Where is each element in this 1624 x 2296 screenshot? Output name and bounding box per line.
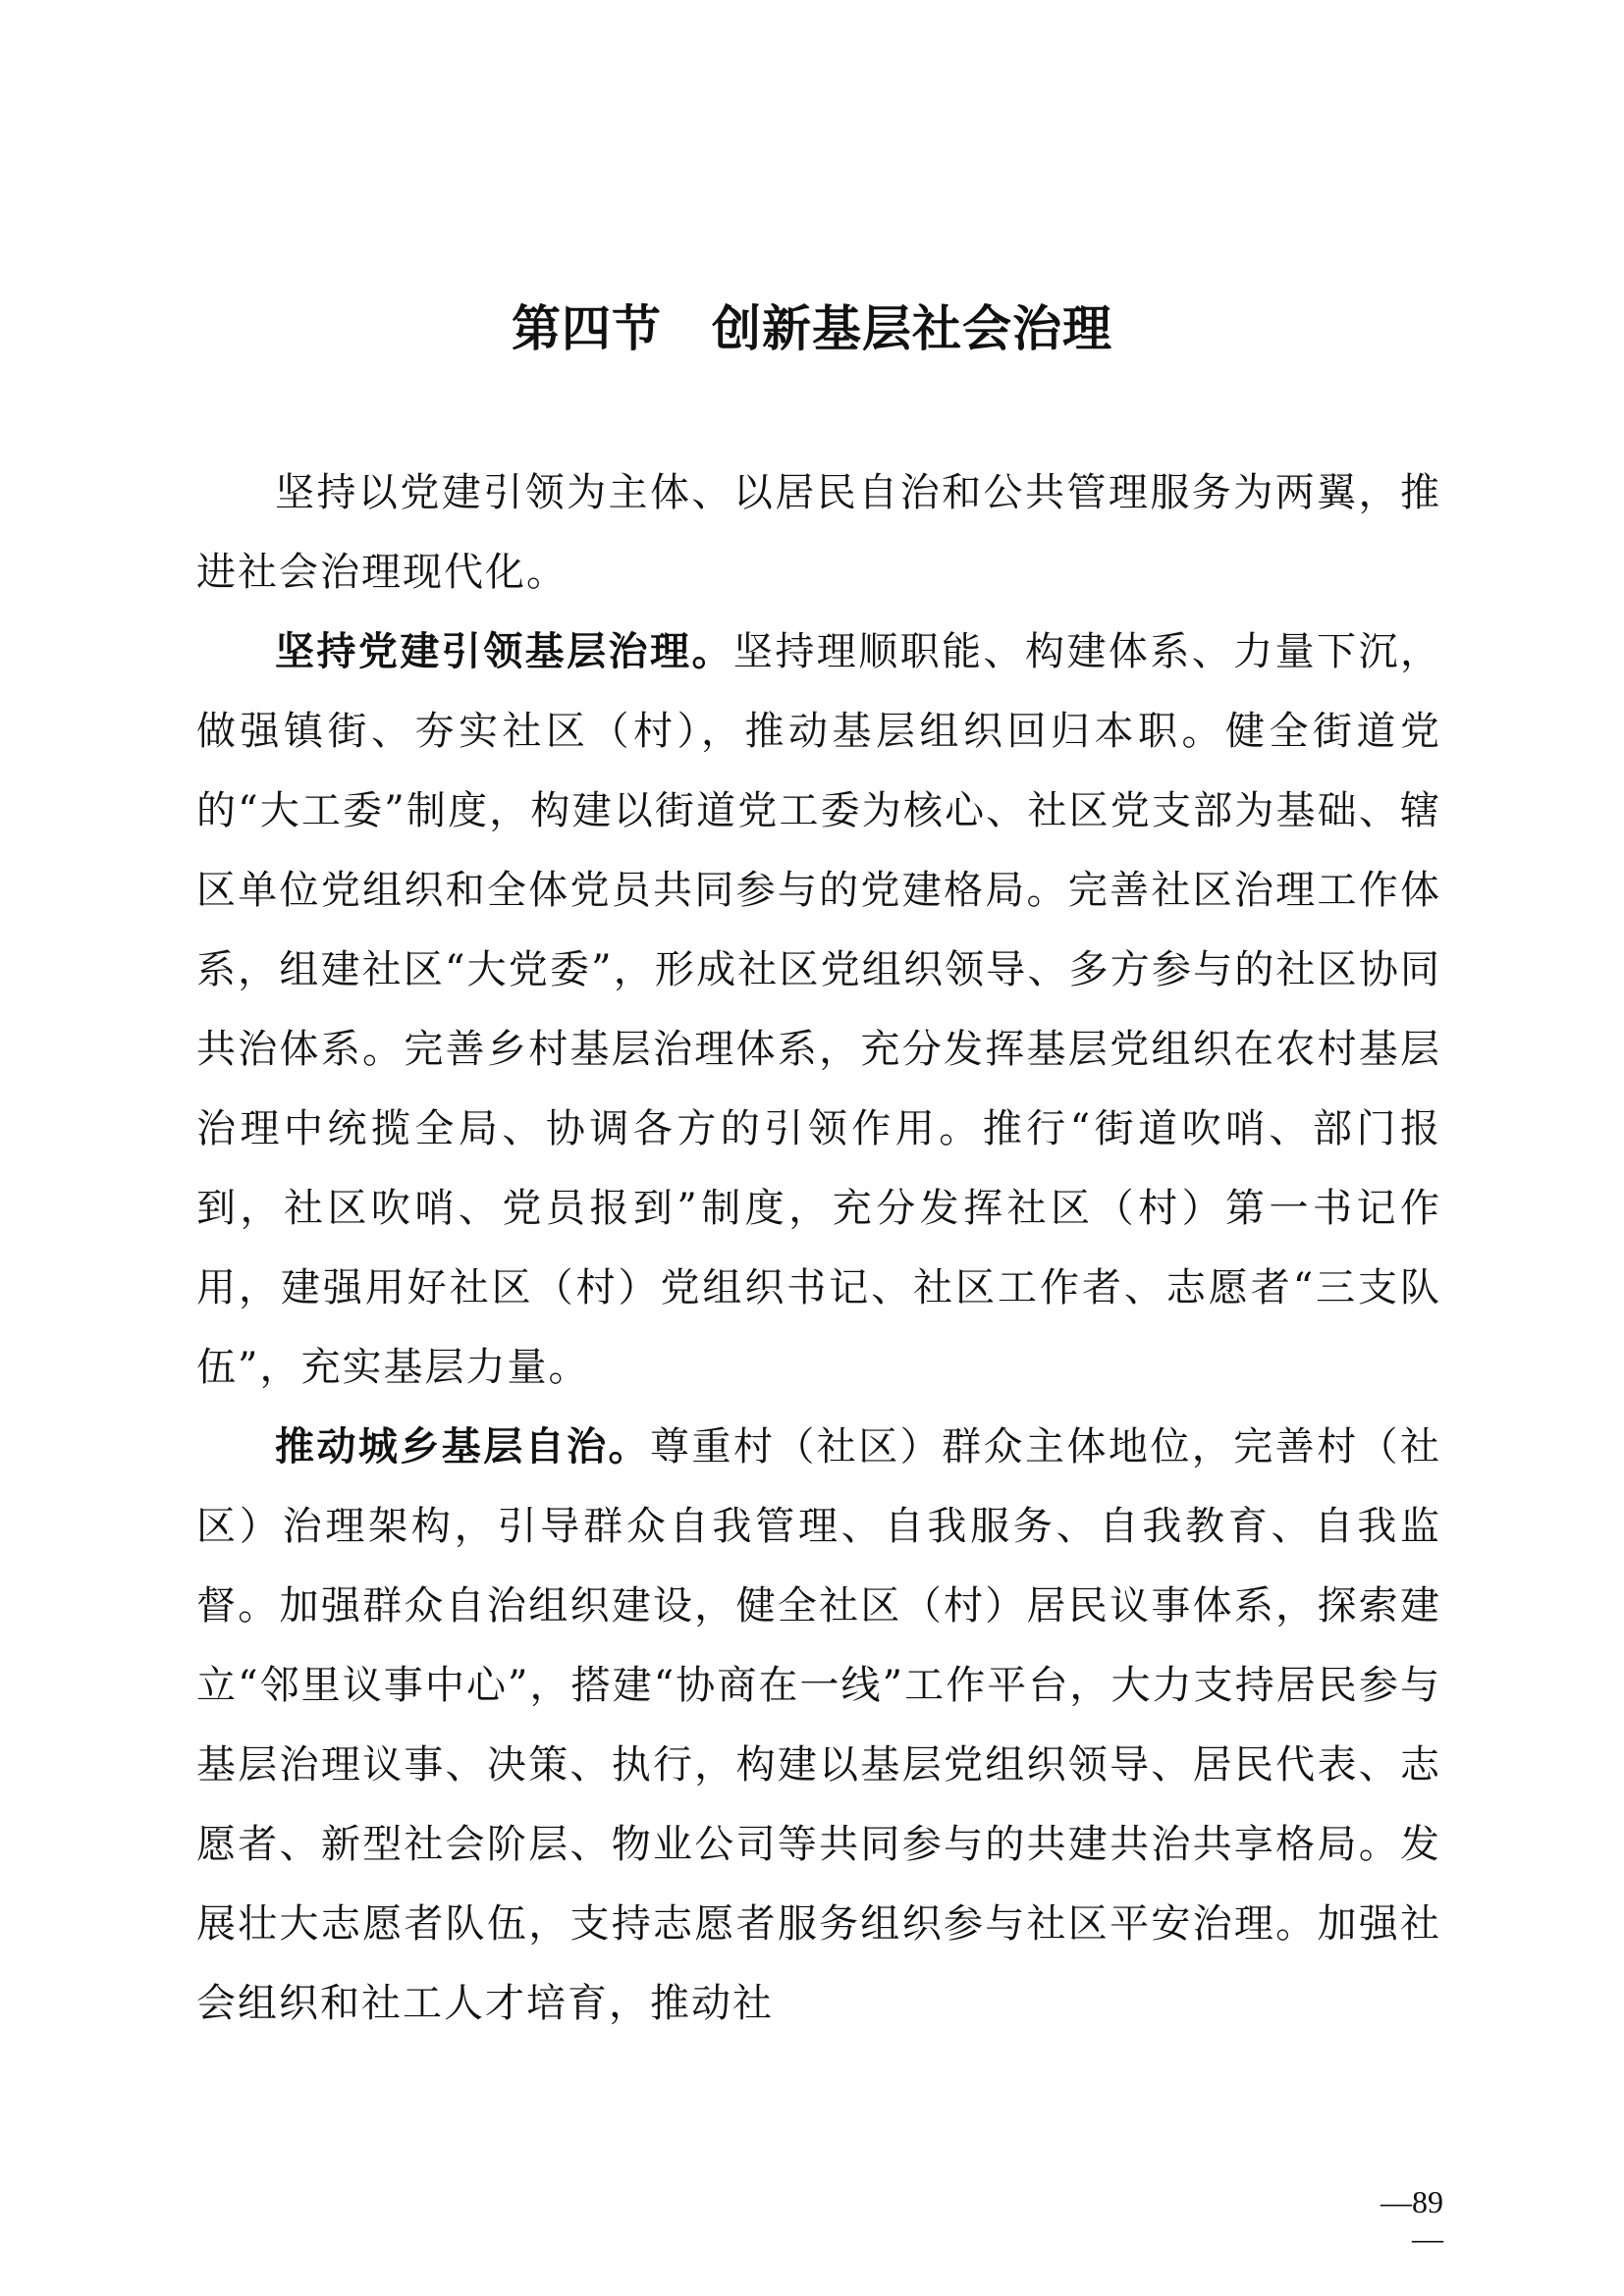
paragraph-intro-text: 坚持以党建引领为主体、以居民自治和公共管理服务为两翼，推进社会治理现代化。 — [196, 470, 1441, 595]
paragraph-body-text: 坚持理顺职能、构建体系、力量下沉，做强镇街、夯实社区（村），推动基层组织回归本职。健全街道党的“大工委”制度，构建以街道党工委为核心、社区党支部为基础、辖区单位党组织和全体党员共同参与的党建格局。完善社区治理工作体系，组建社区“大党委”，形成社区党组织领导、多方参与的社区协同共治体系。完善乡村基层治理体系，充分发挥基层党组织在农村基层治理中统揽全局、协调各方的引领作用。推行“街道吹哨、部门报到，社区吹哨、党员报到”制度，充分发挥社区（村）第一书记作用，建强用好社区（村）党组织书记、社区工作者、志愿者“三支队伍”，充实基层力量。 — [196, 629, 1442, 1390]
section-title: 第四节 创新基层社会治理 — [512, 300, 1112, 357]
paragraph-party-building — [196, 613, 1441, 1408]
body-text — [196, 454, 1441, 2044]
paragraph-body-text: 尊重村（社区）群众主体地位，完善村（社区）治理架构，引导群众自我管理、自我服务、自我教育、自我监督。加强群众自治组织建设，健全社区（村）居民议事体系，探索建立“邻里议事中心”，搭建“协商在一线”工作平台，大力支持居民参与基层治理议事、决策、执行，构建以基层党组织领导、居民代表、志愿者、新型社会阶层、物业公司等共同参与的共建共治共享格局。发展壮大志愿者队伍，支持志愿者服务组织参与社区平安治理。加强社会组织和社工人才培育，推动社 — [196, 1424, 1441, 2026]
paragraph-self-governance — [196, 1408, 1441, 2044]
paragraph-intro — [196, 454, 1441, 613]
paragraph-lead-heading: 坚持党建引领基层治理。 — [275, 629, 733, 674]
page-number: —89— — [1380, 2184, 1443, 2256]
paragraph-lead-heading: 推动城乡基层自治。 — [275, 1424, 650, 1469]
